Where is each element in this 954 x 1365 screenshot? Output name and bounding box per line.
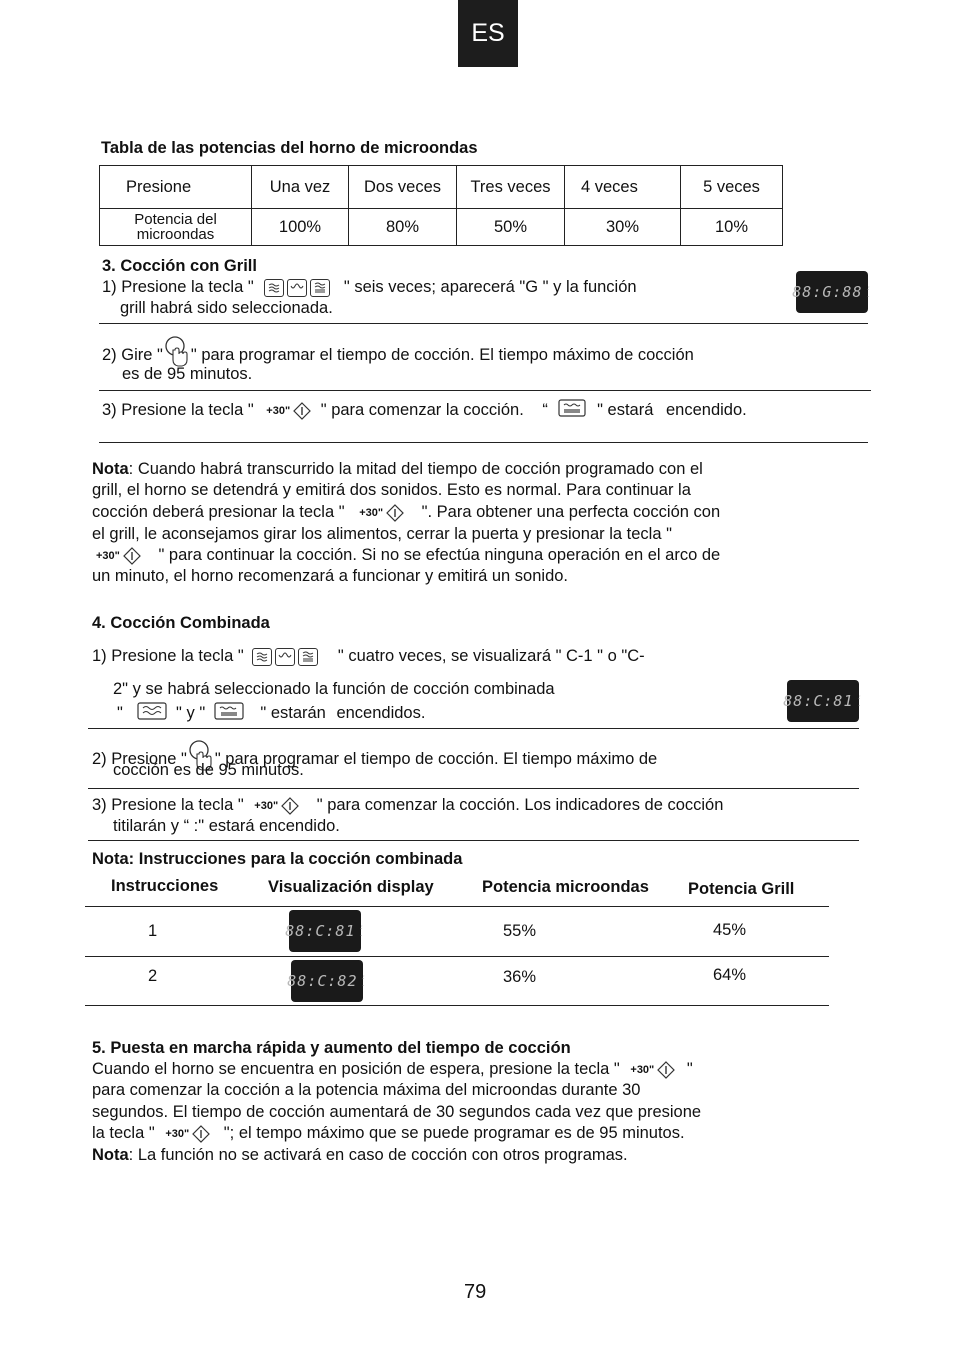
- note-1-line: un minuto, el horno recomenzará a funcionar y emitirá un sonido.: [92, 567, 569, 585]
- micro-power: 55%: [503, 922, 537, 940]
- note-1-line: cocción deberá presionar la tecla " +30" ". Para obtener una perfecta cocción con: [92, 503, 721, 521]
- value-cell: 30%: [565, 209, 681, 246]
- start-30s-key-icon: +30": [630, 1061, 676, 1079]
- sec4-step2-cont: cocción es de 95 minutos.: [113, 761, 304, 779]
- combo-header: Potencia Grill: [688, 880, 795, 898]
- divider: [99, 442, 868, 443]
- sec5-line: la tecla " +30" "; el tempo máximo que se puede programar es de 95 minutos.: [92, 1124, 685, 1142]
- sec4-step3-cont: titilarán y “ :" estará encendido.: [113, 817, 340, 835]
- combo-header: Instrucciones: [111, 877, 219, 895]
- grill-power: 64%: [713, 966, 747, 984]
- divider: [85, 1005, 829, 1006]
- section-4-title: 4. Cocción Combinada: [92, 614, 270, 632]
- sec5-line: Cuando el horno se encuentra en posición de espera, presione la tecla " +30" ": [92, 1060, 693, 1078]
- header-cell: Una vez: [252, 166, 349, 209]
- value-cell: 50%: [457, 209, 565, 246]
- start-30s-key-icon: +30": [266, 402, 312, 420]
- sec4-step1-cont: 2" y se habrá seleccionado la función de cocción combinada: [113, 680, 555, 698]
- sec5-line: para comenzar la cocción a la potencia máxima del microondas durante 30: [92, 1081, 641, 1099]
- divider: [88, 788, 859, 789]
- sec4-step2: 2) Presione " " para programar el tiempo de cocción. El tiempo máximo de: [92, 740, 657, 779]
- divider: [88, 728, 859, 729]
- row-label-power: Potencia del microondas: [100, 209, 252, 246]
- value-cell: 10%: [681, 209, 783, 246]
- sec3-step2-cont: es de 95 minutos.: [122, 365, 253, 383]
- sec4-step1-icons: " " y " " estarán encendidos.: [117, 702, 425, 725]
- section-5-title: 5. Puesta en marcha rápida y aumento del tiempo de cocción: [92, 1039, 571, 1057]
- divider: [88, 840, 859, 841]
- row-label-press: Presione: [100, 166, 252, 209]
- display-c1: 88:C:81 : .: [289, 910, 361, 952]
- language-tab: ES: [458, 0, 518, 67]
- microwave-indicator-icon: [137, 702, 167, 725]
- power-table-title: Tabla de las potencias del horno de microondas: [101, 139, 478, 157]
- sec4-step1: 1) Presione la tecla " " cuatro veces, se visualizará " C-1 " o "C-: [92, 647, 645, 665]
- combo-note-title: Nota: Instrucciones para la cocción combinada: [92, 850, 463, 868]
- row-number: 1: [148, 922, 158, 940]
- sec5-note: Nota: La función no se activará en caso de cocción con otros programas.: [92, 1146, 628, 1164]
- grill-indicator-icon: [214, 702, 244, 725]
- power-table: [99, 165, 783, 246]
- combo-header: Potencia microondas: [482, 878, 649, 896]
- value-cell: 80%: [349, 209, 457, 246]
- sec3-step1-cont: grill habrá sido seleccionada.: [120, 299, 333, 317]
- sec3-step2: 2) Gire " " para programar el tiempo de cocción. El tiempo máximo de cocción: [102, 336, 694, 375]
- grill-power: 45%: [713, 921, 747, 939]
- grill-indicator-icon: [558, 399, 586, 422]
- display-g: 88:G:88 : .: [796, 271, 868, 313]
- note-1-line: +30" " para continuar la cocción. Si no se efectúa ninguna operación en el arco de: [96, 546, 721, 564]
- sec3-step1: 1) Presione la tecla " " seis veces; aparecerá "G " y la función: [102, 278, 637, 296]
- micro-power: 36%: [503, 968, 537, 986]
- divider: [99, 323, 868, 324]
- divider: [99, 390, 871, 391]
- combo-header: Visualización display: [268, 878, 434, 896]
- header-cell: Dos veces: [349, 166, 457, 209]
- power-buttons-icon: [252, 647, 321, 666]
- section-3-title: 3. Cocción con Grill: [102, 257, 257, 275]
- divider: [85, 956, 829, 957]
- header-cell: 4 veces: [565, 166, 681, 209]
- start-30s-key-icon: +30": [359, 504, 405, 522]
- power-buttons-icon: [264, 278, 333, 297]
- divider: [85, 906, 829, 907]
- start-30s-key-icon: +30": [254, 797, 300, 815]
- note-1-line: Nota: Cuando habrá transcurrido la mitad del tiempo de cocción programado con el: [92, 460, 703, 478]
- value-cell: 100%: [252, 209, 349, 246]
- display-c2: 88:C:82 : .: [291, 960, 363, 1002]
- sec3-step3: 3) Presione la tecla " +30" " para comenzar la cocción. “ " estará encendido.: [102, 399, 747, 422]
- row-number: 2: [148, 967, 158, 985]
- start-30s-key-icon: +30": [165, 1125, 211, 1143]
- display-c: 88:C:81 : .: [787, 680, 859, 722]
- note-1-line: el grill, le aconsejamos girar los alimentos, cerrar la puerta y presionar la tecla ": [92, 525, 672, 543]
- header-cell: 5 veces: [681, 166, 783, 209]
- header-cell: Tres veces: [457, 166, 565, 209]
- start-30s-key-icon: +30": [96, 547, 142, 565]
- note-1-line: grill, el horno se detendrá y emitirá dos sonidos. Esto es normal. Para continuar la: [92, 481, 691, 499]
- sec5-line: segundos. El tiempo de cocción aumentará de 30 segundos cada vez que presione: [92, 1103, 702, 1121]
- page-number: 79: [464, 1281, 487, 1303]
- sec4-step3: 3) Presione la tecla " +30" " para comenzar la cocción. Los indicadores de cocción: [92, 796, 724, 814]
